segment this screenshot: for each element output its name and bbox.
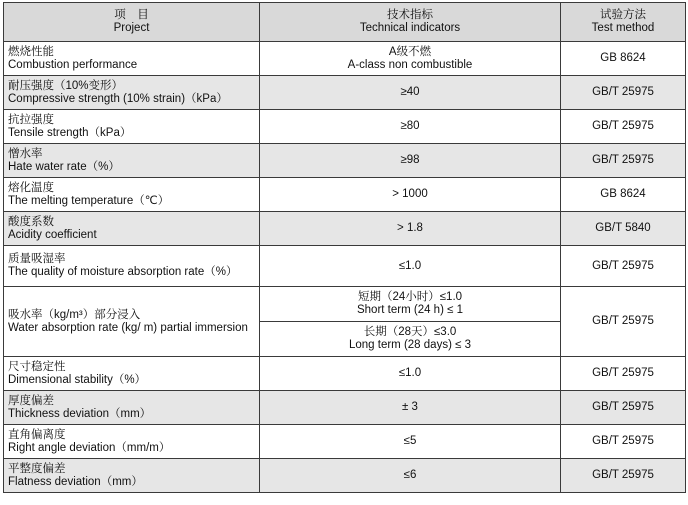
indicator-cell: > 1.8	[260, 212, 561, 246]
property-en: Dimensional stability（%）	[8, 373, 147, 386]
long-term-cn: 长期（28天）≤3.0	[363, 326, 457, 338]
property-cell	[4, 287, 260, 357]
method-cell: GB/T 25975	[561, 110, 686, 144]
property-en: Water absorption rate (kg/ m) partial immersion	[8, 321, 248, 334]
property-cell	[4, 76, 260, 110]
property-cn: 抗拉强度	[8, 113, 54, 126]
indicator-cell: ≥80	[260, 110, 561, 144]
method-cell: GB/T 25975	[561, 357, 686, 391]
indicator-cell: ± 3	[260, 391, 561, 425]
property-en: Thickness deviation（mm）	[8, 407, 152, 420]
indicator-cell: ≤5	[260, 425, 561, 459]
method-cell: GB/T 25975	[561, 287, 686, 357]
indicator-cell	[260, 42, 561, 76]
property-cn: 尺寸稳定性	[8, 360, 66, 373]
table-row	[4, 246, 686, 287]
indicator-cell: ≥98	[260, 144, 561, 178]
indicator-cell: > 1000	[260, 178, 561, 212]
property-cn: 燃烧性能	[8, 45, 54, 58]
property-cell	[4, 144, 260, 178]
short-term-cn: 短期（24小时）≤1.0	[357, 291, 463, 303]
header-method-cn: 试验方法	[600, 9, 646, 21]
indicator-cell: ≥40	[260, 76, 561, 110]
table-row	[4, 144, 686, 178]
property-cn: 熔化温度	[8, 181, 54, 194]
property-cell	[4, 459, 260, 493]
indicator-cell: ≤1.0	[260, 246, 561, 287]
method-cell: GB/T 25975	[561, 425, 686, 459]
property-en: Hate water rate（%）	[8, 160, 120, 173]
table-row	[4, 391, 686, 425]
method-cell: GB/T 25975	[561, 76, 686, 110]
indicator-cell-split	[260, 287, 561, 357]
property-cn: 质量吸湿率	[8, 253, 66, 265]
method-cell: GB/T 25975	[561, 459, 686, 493]
table-row	[4, 110, 686, 144]
property-cn: 酸度系数	[8, 215, 54, 228]
property-en: Right angle deviation（mm/m）	[8, 441, 171, 454]
property-cn: 耐压强度（10%变形）	[8, 79, 124, 92]
property-cell	[4, 212, 260, 246]
property-cn: 憎水率	[8, 147, 43, 160]
indicator-cell: ≤6	[260, 459, 561, 493]
method-cell: GB/T 5840	[561, 212, 686, 246]
table-row	[4, 76, 686, 110]
property-cell	[4, 110, 260, 144]
table-row	[4, 357, 686, 391]
header-method	[561, 3, 686, 42]
header-indicators-cn: 技术指标	[387, 9, 433, 21]
header-indicators	[260, 3, 561, 42]
method-cell: GB/T 25975	[561, 391, 686, 425]
table-row	[4, 178, 686, 212]
property-cn: 厚度偏差	[8, 394, 54, 407]
property-cn: 吸水率（kg/m³）部分浸入	[8, 308, 141, 321]
property-en: Acidity coefficient	[8, 228, 97, 241]
short-term-en: Short term (24 h) ≤ 1	[356, 304, 463, 316]
header-method-en: Test method	[591, 22, 655, 34]
table-row	[4, 42, 686, 76]
header-project-cn: 项 目	[114, 9, 149, 21]
table-row	[4, 459, 686, 493]
property-cell	[4, 391, 260, 425]
property-en: Flatness deviation（mm）	[8, 475, 143, 488]
property-en: Tensile strength（kPa）	[8, 126, 132, 139]
table-header-row	[4, 3, 686, 42]
spec-table-container	[3, 2, 685, 493]
header-project-en: Project	[113, 22, 150, 34]
property-cell	[4, 425, 260, 459]
method-cell: GB/T 25975	[561, 144, 686, 178]
property-en: The melting temperature（℃）	[8, 194, 170, 207]
method-cell: GB 8624	[561, 178, 686, 212]
property-en: Combustion performance	[8, 58, 138, 71]
indicator-value: A级不燃	[388, 45, 432, 58]
property-cn: 直角偏离度	[8, 428, 66, 441]
property-cell	[4, 357, 260, 391]
method-cell: GB 8624	[561, 42, 686, 76]
property-cell	[4, 42, 260, 76]
long-term-en: Long term (28 days) ≤ 3	[348, 339, 471, 351]
table-row	[4, 425, 686, 459]
property-cn: 平整度偏差	[8, 462, 66, 475]
indicator-cell: ≤1.0	[260, 357, 561, 391]
table-row	[4, 212, 686, 246]
method-cell: GB/T 25975	[561, 246, 686, 287]
short-term-indicator	[260, 287, 560, 321]
property-cell	[4, 178, 260, 212]
indicator-value-en: A-class non combustible	[347, 58, 473, 71]
property-en: The quality of moisture absorption rate（%）	[8, 266, 238, 278]
property-en: Compressive strength (10% strain)（kPa）	[8, 92, 228, 105]
header-project	[4, 3, 260, 42]
property-cell	[4, 246, 260, 287]
header-indicators-en: Technical indicators	[359, 22, 461, 34]
long-term-indicator	[260, 321, 560, 356]
table-row	[4, 287, 686, 357]
technical-spec-table	[3, 2, 686, 493]
